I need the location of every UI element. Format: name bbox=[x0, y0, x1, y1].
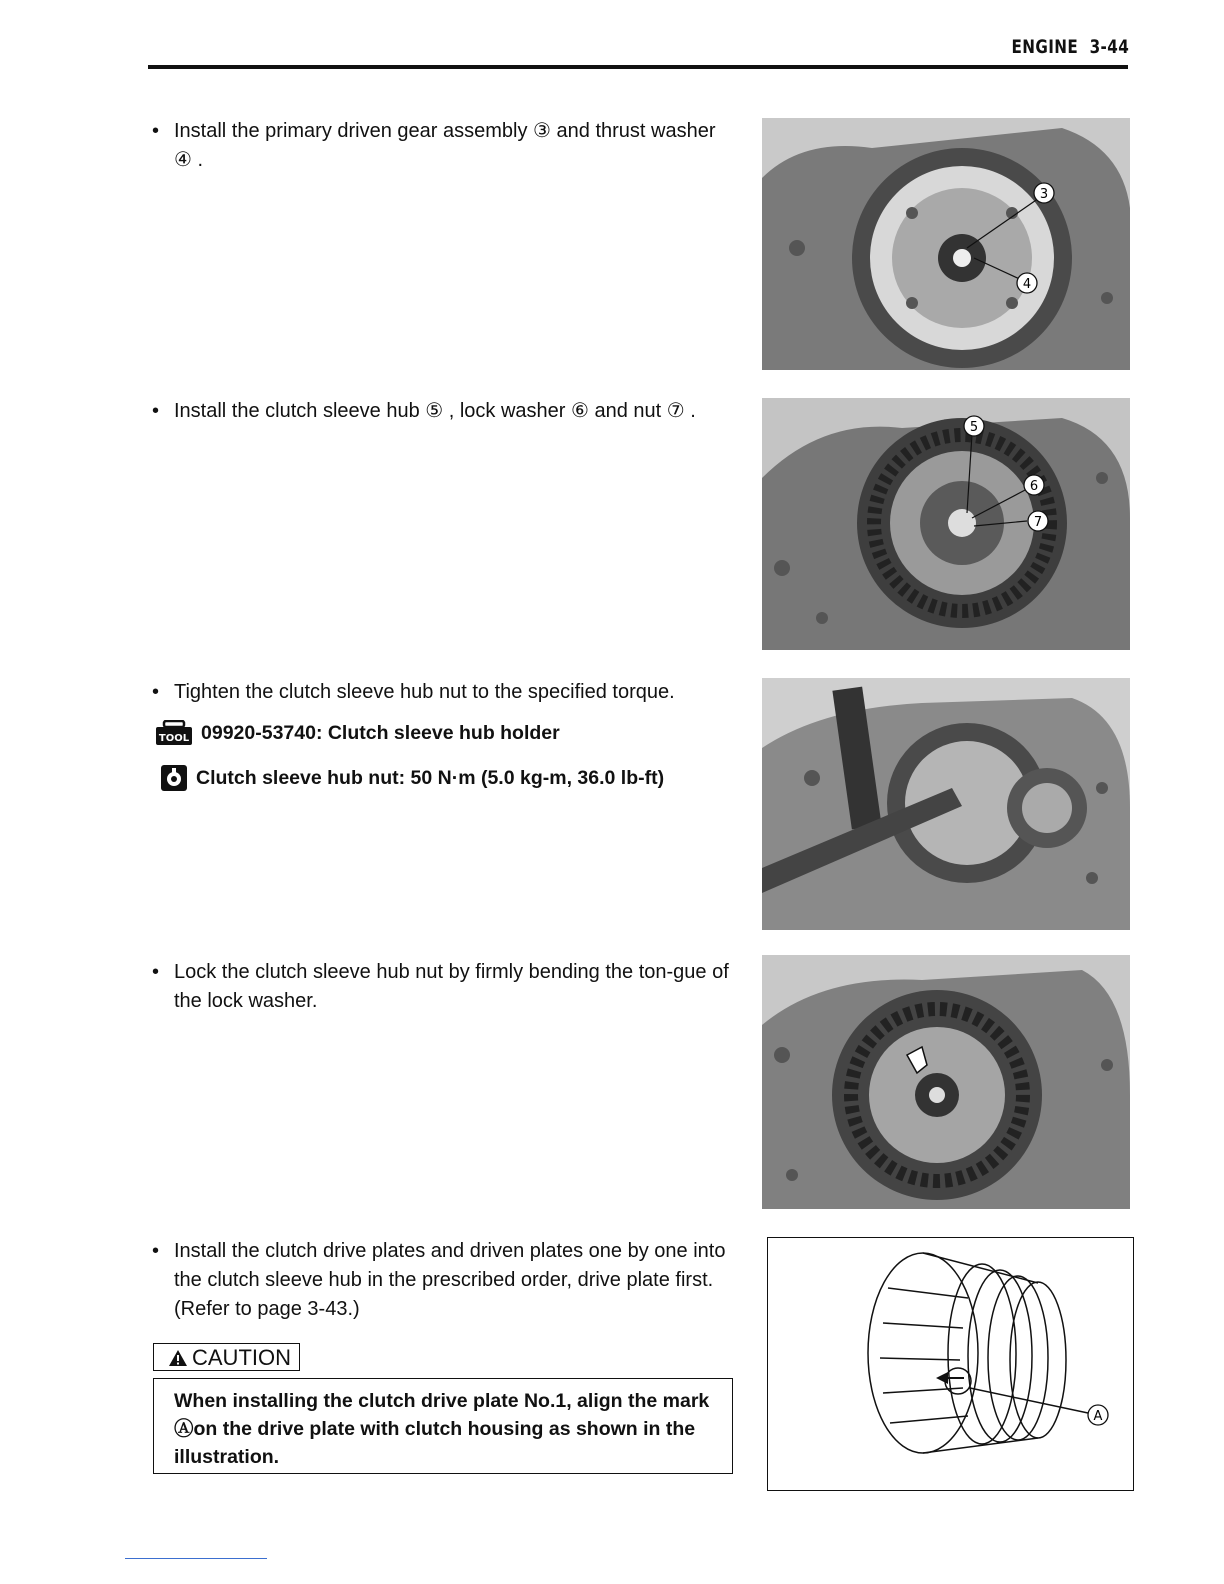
caution-label bbox=[153, 1343, 300, 1371]
bullet-dot: • bbox=[152, 961, 160, 983]
bullet-dot: • bbox=[152, 400, 160, 422]
header-rule bbox=[148, 65, 1128, 69]
callout-a: A bbox=[1093, 1409, 1103, 1424]
step-5-text: Install the clutch drive plates and driven plates one by one into the clutch sleeve hub in the prescribed order, drive plate first. (Refer to page 3-43.) bbox=[174, 1240, 726, 1320]
torque-wrench-icon bbox=[160, 764, 188, 792]
tool-icon-label: TOOL bbox=[158, 733, 190, 744]
callout-6: 6 bbox=[1029, 479, 1039, 494]
step-2-text: Install the clutch sleeve hub ⑤ , lock washer ⑥ and nut ⑦ . bbox=[174, 400, 696, 422]
tool-spec bbox=[155, 720, 560, 746]
caution-label-text: CAUTION bbox=[192, 1344, 291, 1370]
step-5 bbox=[152, 1237, 732, 1324]
photo-tightening-nut bbox=[762, 678, 1130, 930]
warning-triangle-icon bbox=[168, 1349, 188, 1367]
photo-primary-driven-gear bbox=[762, 118, 1130, 370]
bullet-dot: • bbox=[152, 120, 160, 142]
step-3 bbox=[152, 678, 732, 707]
tool-spec-text: 09920-53740: Clutch sleeve hub holder bbox=[201, 721, 560, 744]
footer-link-line bbox=[125, 1558, 267, 1559]
callout-7: 7 bbox=[1033, 515, 1043, 530]
bullet-dot: • bbox=[152, 1240, 160, 1262]
callout-3: 3 bbox=[1039, 187, 1049, 202]
step-3-text: Tighten the clutch sleeve hub nut to the specified torque. bbox=[174, 681, 675, 703]
step-4-text: Lock the clutch sleeve hub nut by firmly bending the ton-gue of the lock washer. bbox=[174, 961, 729, 1012]
step-1-text: Install the primary driven gear assembly ③ and thrust washer ④ . bbox=[174, 120, 716, 171]
step-2 bbox=[152, 397, 732, 426]
toolbox-icon bbox=[155, 720, 193, 746]
page-header bbox=[1011, 36, 1129, 58]
header-title: ENGINE bbox=[1011, 36, 1078, 58]
step-4 bbox=[152, 958, 732, 1016]
caution-text: When installing the clutch drive plate No.1, align the mark Ⓐon the drive plate with clutch housing as shown in the illustration. bbox=[174, 1390, 710, 1468]
clutch-plate-diagram bbox=[767, 1237, 1134, 1491]
callout-4: 4 bbox=[1022, 277, 1032, 292]
photo-clutch-sleeve-hub bbox=[762, 398, 1130, 650]
header-page-number: 3-44 bbox=[1089, 36, 1129, 58]
torque-spec-text: Clutch sleeve hub nut: 50 N·m (5.0 kg-m, 36.0 lb-ft) bbox=[196, 766, 665, 789]
photo-lock-washer bbox=[762, 955, 1130, 1209]
step-1 bbox=[152, 117, 732, 175]
caution-box bbox=[153, 1378, 733, 1474]
callout-5: 5 bbox=[969, 420, 979, 435]
bullet-dot: • bbox=[152, 681, 160, 703]
torque-spec bbox=[160, 764, 664, 792]
